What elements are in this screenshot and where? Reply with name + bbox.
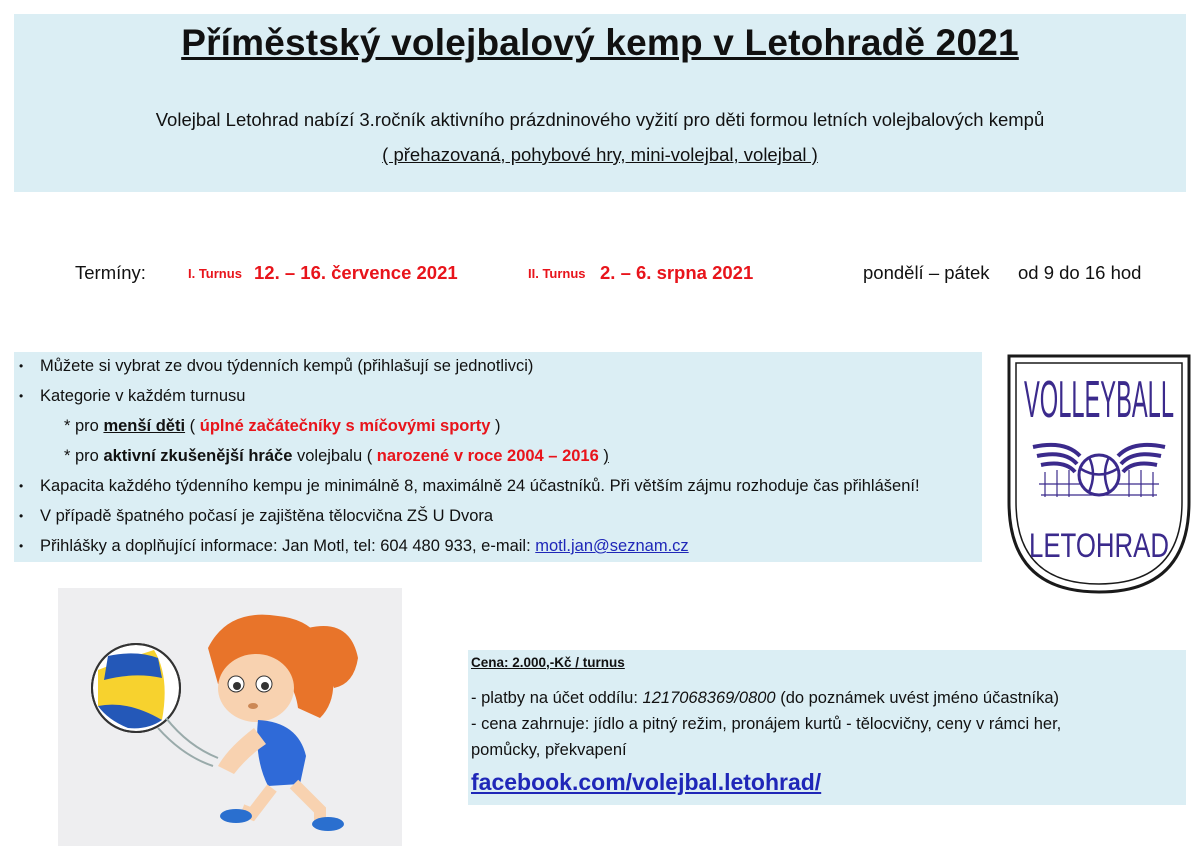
account-number: 1217068369/0800	[642, 689, 776, 707]
turn1-dates: 12. – 16. července 2021	[254, 262, 458, 283]
logo-text-bottom: LETOHRAD	[1029, 527, 1169, 565]
price-includes-line-2: pomůcky, překvapení	[471, 741, 627, 759]
page-title: Příměstský volejbalový kemp v Letohradě 2021	[181, 22, 1019, 63]
sub-mid: volejbalu (	[296, 447, 373, 465]
bullet-icon: •	[19, 389, 24, 403]
volleyball-letohrad-logo	[1005, 352, 1193, 596]
dates-row	[0, 262, 1197, 286]
bullet-icon: •	[19, 359, 24, 373]
list-item-sub	[14, 446, 920, 476]
paren-close: )	[603, 447, 609, 465]
list-item	[14, 536, 920, 566]
list-item	[14, 476, 920, 506]
list-item	[14, 356, 920, 386]
sub-prefix: * pro	[64, 417, 99, 435]
logo-shield-icon	[1005, 352, 1193, 596]
info-item-contact: Přihlášky a doplňující informace: Jan Motl, tel: 604 480 933, e-mail:	[40, 537, 531, 555]
facebook-link[interactable]: facebook.com/volejbal.letohrad/	[471, 769, 822, 795]
activities-text: ( přehazovaná, pohybové hry, mini-volejbal, volejbal )	[382, 144, 818, 165]
paren-close: )	[495, 417, 501, 435]
category-younger: menší děti	[103, 417, 186, 435]
info-list	[14, 356, 920, 566]
price-heading: Cena: 2.000,-Kč / turnus	[471, 655, 625, 670]
category-younger-detail: úplné začátečníky s míčovými sporty	[199, 417, 491, 435]
girl-volleyball-icon	[58, 588, 402, 846]
header-box	[14, 14, 1186, 192]
days-text: pondělí – pátek	[863, 262, 990, 283]
list-item	[14, 386, 920, 416]
logo-text-top: VOLLEYBALL	[1024, 369, 1174, 429]
info-item-camps: Můžete si vybrat ze dvou týdenních kempů (přihlašují se jednotlivci)	[40, 357, 534, 375]
price-includes-line: - cena zahrnuje: jídlo a pitný režim, pronájem kurtů - tělocvičny, ceny v rámci her,	[471, 715, 1062, 733]
girl-volleyball-illustration	[58, 588, 402, 846]
info-item-weather: V případě špatného počasí je zajištěna tělocvična ZŠ U Dvora	[40, 507, 494, 525]
sub-prefix: * pro	[64, 447, 99, 465]
hours-text: od 9 do 16 hod	[1018, 262, 1142, 283]
info-box	[14, 352, 982, 562]
turn2-label: II. Turnus	[528, 266, 586, 281]
paren-open: (	[189, 417, 196, 435]
price-details	[471, 685, 1061, 763]
dates-label: Termíny:	[75, 262, 146, 283]
email-link[interactable]: motl.jan@seznam.cz	[535, 537, 689, 555]
list-item-sub	[14, 416, 920, 446]
bullet-icon: •	[19, 539, 24, 553]
info-item-capacity: Kapacita každého týdenního kempu je minimálně 8, maximálně 24 účastníků. Při větším zájmu rozhoduje čas přihlášení!	[40, 477, 920, 495]
payment-suffix: (do poznámek uvést jméno účastníka)	[780, 689, 1060, 707]
category-advanced: aktivní zkušenější hráče	[103, 447, 293, 465]
turn2-dates: 2. – 6. srpna 2021	[600, 262, 754, 283]
price-box	[468, 650, 1186, 805]
category-advanced-detail: narozené v roce 2004 – 2016	[376, 447, 599, 465]
payment-prefix: - platby na účet oddílu:	[471, 689, 638, 707]
info-item-categories: Kategorie v každém turnusu	[40, 387, 246, 405]
turn1-label: I. Turnus	[188, 266, 242, 281]
payment-line	[471, 685, 1061, 711]
intro-text: Volejbal Letohrad nabízí 3.ročník aktivního prázdninového vyžití pro děti formou letních volejbalových kempů	[155, 109, 1045, 130]
bullet-icon: •	[19, 479, 24, 493]
list-item	[14, 506, 920, 536]
bullet-icon: •	[19, 509, 24, 523]
